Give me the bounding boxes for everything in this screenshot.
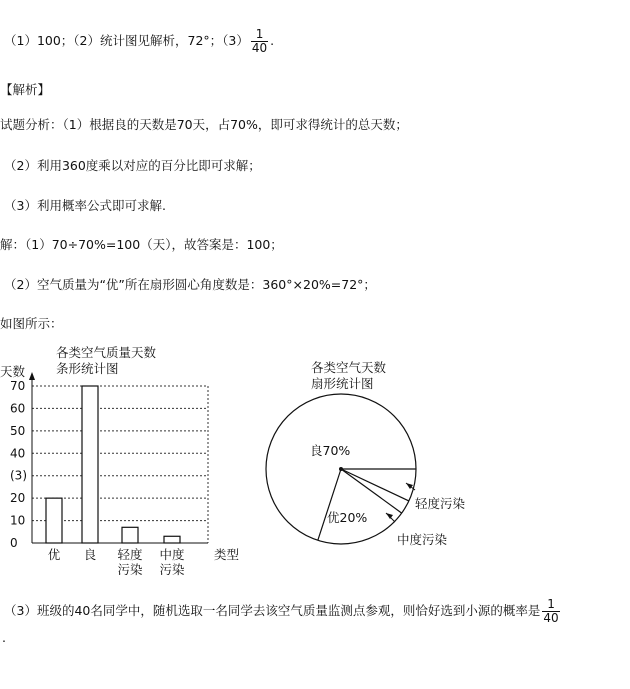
y-axis-arrow (29, 372, 35, 380)
pie-label-light: 轻度污染 (415, 496, 466, 511)
figure-intro: 如图所示： (0, 316, 63, 331)
x-tick-label: 轻度 (117, 547, 143, 562)
answer-fraction (251, 28, 268, 55)
analysis-line-3: （3）利用概率公式即可求解. (4, 198, 166, 213)
bar-chart-title-1: 各类空气质量天数 (56, 345, 157, 360)
answer-line (4, 28, 274, 55)
pie-label-moderate: 中度污染 (397, 532, 448, 547)
x-tick-label: 优 (47, 547, 61, 562)
y-tick-labels (10, 379, 27, 550)
final-text: （3）班级的40名同学中，随机选取一名同学去该空气质量监测点参观，则恰好选到小源的概率是 (4, 603, 541, 618)
x-axis-label: 类型 (214, 547, 240, 562)
y-tick-label: 40 (10, 446, 26, 461)
answer-text: （1）100；（2）统计图见解析，72°；（3） (4, 33, 249, 48)
final-period: . (2, 630, 6, 645)
analysis-line-2: （2）利用360度乘以对应的百分比即可求解； (4, 158, 261, 173)
x-tick-label: 良 (83, 547, 97, 562)
answer-period: . (270, 33, 275, 48)
analysis-heading: 【解析】 (0, 82, 51, 97)
solution-line-1: 解：（1）70÷70%=100（天），故答案是：100； (0, 237, 283, 252)
bar-1 (82, 386, 98, 543)
solution-line-2: （2）空气质量为“优”所在扇形圆心角度数是：360°×20%=72°； (4, 277, 376, 292)
y-axis-label: 天数 (0, 364, 26, 379)
x-tick-label: 中度 (159, 547, 185, 562)
pie-label-excellent: 优20% (327, 510, 368, 525)
pie-label-good: 良70% (310, 443, 351, 458)
y-tick-label: 70 (10, 379, 26, 393)
bar-chart-title-2: 条形统计图 (56, 361, 119, 376)
y-tick-label: 10 (10, 513, 26, 528)
pie-center (339, 467, 343, 471)
bar-marks (46, 386, 180, 543)
pie-chart-title-2: 扇形统计图 (311, 376, 374, 391)
bar-3 (164, 536, 180, 543)
final-fraction (542, 598, 559, 625)
y-tick-label: 60 (10, 401, 26, 416)
x-tick-label: 污染 (159, 562, 185, 577)
x-tick-label: 污染 (117, 562, 143, 577)
y-tick-label: (3) (10, 468, 27, 483)
analysis-line-1: 试题分析：（1）根据良的天数是70天，占70%，即可求得统计的总天数； (0, 117, 408, 132)
final-fraction-numerator: 1 (542, 598, 559, 612)
bar-2 (122, 527, 138, 543)
y-tick-label: 50 (10, 423, 26, 438)
pie-chart (255, 350, 485, 560)
fraction-numerator: 1 (251, 28, 268, 42)
fraction-denominator: 40 (251, 41, 268, 55)
x-tick-labels (48, 547, 185, 577)
bar-chart (0, 340, 260, 585)
y-tick-label: 20 (10, 491, 26, 506)
final-line (4, 598, 562, 625)
pie-chart-title-1: 各类空气天数 (311, 360, 387, 375)
y-tick-label: 0 (10, 536, 18, 550)
final-fraction-denominator: 40 (543, 611, 559, 625)
bar-0 (46, 498, 62, 543)
